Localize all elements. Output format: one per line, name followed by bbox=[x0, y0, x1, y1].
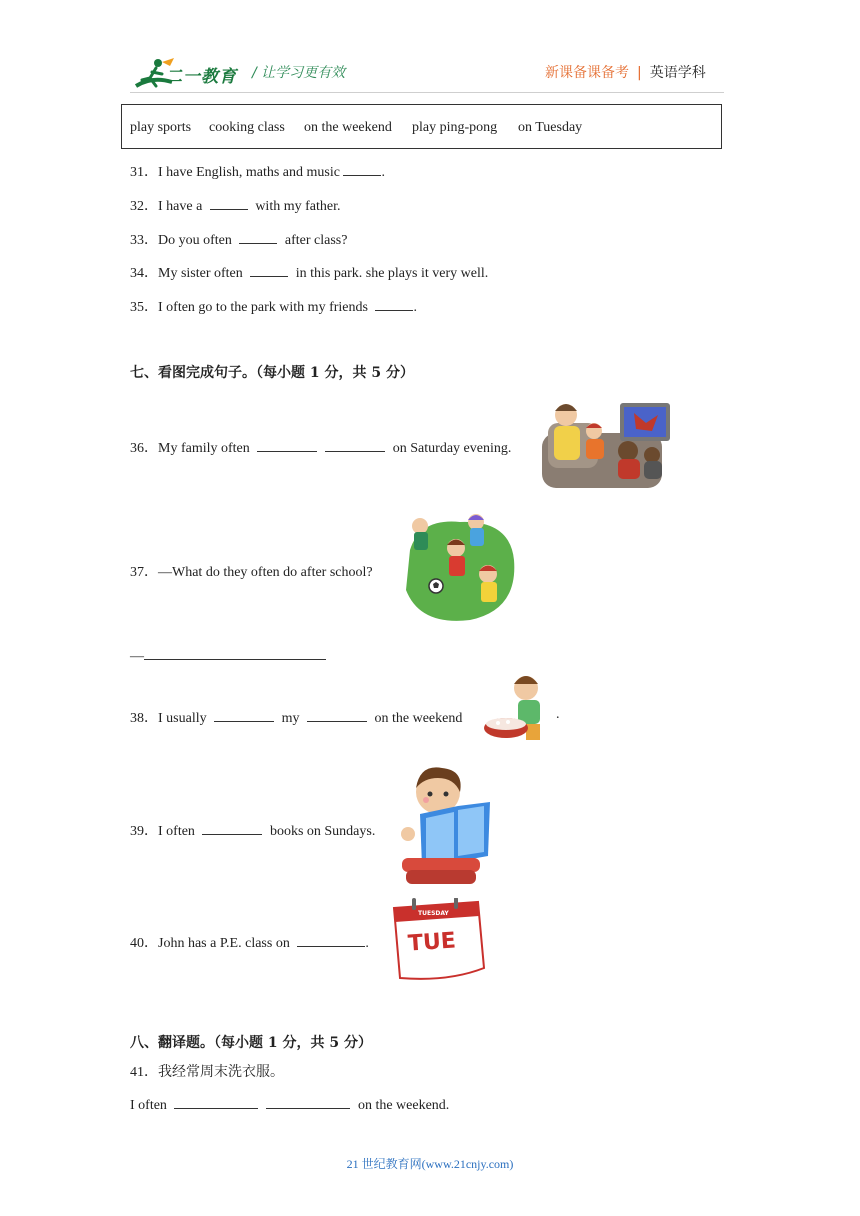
question-33 bbox=[130, 229, 347, 249]
question-text: with my father. bbox=[251, 199, 341, 214]
question-number: 37． bbox=[130, 565, 158, 580]
answer-blank[interactable] bbox=[325, 439, 385, 452]
kids-playing-football-illustration bbox=[400, 510, 518, 626]
answer-blank[interactable] bbox=[297, 934, 365, 947]
answer-blank[interactable] bbox=[250, 264, 288, 277]
calendar-day-header: TUESDAY bbox=[418, 910, 449, 917]
question-37 bbox=[130, 561, 373, 581]
question-number: 40． bbox=[130, 936, 158, 951]
answer-blank[interactable] bbox=[239, 231, 277, 244]
word-bank-box bbox=[121, 104, 722, 149]
answer-prefix: — bbox=[130, 649, 144, 664]
question-41-answer bbox=[130, 1096, 449, 1114]
question-text: I have a bbox=[158, 199, 206, 214]
question-text: . bbox=[381, 165, 385, 180]
header-separator: | bbox=[637, 65, 642, 81]
footer-source: 21 世纪教育网(www.21cnjy.com) bbox=[346, 1157, 514, 1171]
answer-blank[interactable] bbox=[214, 709, 274, 722]
question-text: John has a P.E. class on bbox=[158, 936, 294, 951]
question-number: 39． bbox=[130, 824, 158, 839]
question-text: my bbox=[278, 711, 303, 726]
section-7-title: 七、看图完成句子。（每小题 1 分，共 5 分） bbox=[130, 365, 414, 381]
question-text: —What do they often do after school? bbox=[158, 565, 373, 580]
question-number: 32． bbox=[130, 199, 158, 214]
calendar-day-text: TUE bbox=[407, 928, 457, 957]
header-right bbox=[545, 62, 706, 82]
calendar-illustration bbox=[388, 898, 486, 980]
question-38-end: . bbox=[556, 707, 560, 722]
question-text: I often go to the park with my friends bbox=[158, 300, 372, 315]
question-text: 我经常周末洗衣服。 bbox=[158, 1065, 284, 1080]
question-34 bbox=[130, 262, 488, 282]
question-text: on the weekend bbox=[371, 711, 463, 726]
logo-text: 二一教育 bbox=[165, 67, 237, 87]
question-38 bbox=[130, 707, 462, 727]
header-divider bbox=[130, 92, 724, 93]
question-text: on Saturday evening. bbox=[389, 441, 512, 456]
question-37-answer bbox=[130, 647, 326, 665]
answer-blank[interactable] bbox=[257, 439, 317, 452]
question-text: after class? bbox=[281, 233, 348, 248]
answer-blank[interactable] bbox=[307, 709, 367, 722]
question-text: . bbox=[365, 936, 369, 951]
section-8-title: 八、翻译题。（每小题 1 分，共 5 分） bbox=[130, 1035, 372, 1051]
question-31 bbox=[130, 161, 385, 181]
question-41-chinese bbox=[130, 1061, 284, 1081]
header-slogan: / 让学习更有效 bbox=[252, 65, 346, 81]
header-subject-label: 英语学科 bbox=[649, 65, 706, 81]
question-number: 35． bbox=[130, 300, 158, 315]
answer-blank[interactable] bbox=[343, 163, 381, 176]
answer-blank[interactable] bbox=[144, 647, 326, 660]
answer-blank[interactable] bbox=[375, 298, 413, 311]
word-bank-item: play sports bbox=[130, 120, 192, 135]
word-bank-item: play ping-pong bbox=[412, 120, 498, 135]
question-number: 31． bbox=[130, 165, 158, 180]
header-course-label: 新课备课备考 bbox=[545, 65, 629, 81]
boy-washing-clothes-illustration bbox=[482, 670, 556, 752]
question-35 bbox=[130, 296, 417, 316]
question-39 bbox=[130, 820, 375, 840]
question-text: in this park. she plays it very well. bbox=[292, 266, 489, 281]
question-text: My family often bbox=[158, 441, 254, 456]
answer-blank[interactable] bbox=[174, 1096, 258, 1109]
question-text: I have English, maths and music bbox=[158, 165, 344, 180]
word-bank-item: on the weekend bbox=[304, 120, 392, 135]
question-number: 34． bbox=[130, 266, 158, 281]
boy-reading-book-illustration bbox=[398, 762, 494, 890]
question-text: on the weekend. bbox=[354, 1098, 450, 1113]
question-40 bbox=[130, 932, 369, 952]
question-text: My sister often bbox=[158, 266, 247, 281]
question-text: I often bbox=[158, 824, 199, 839]
question-number: 36． bbox=[130, 441, 158, 456]
answer-blank[interactable] bbox=[266, 1096, 350, 1109]
question-text: I often bbox=[130, 1098, 171, 1113]
word-bank-item: on Tuesday bbox=[518, 120, 583, 135]
question-32 bbox=[130, 195, 340, 215]
question-text: books on Sundays. bbox=[266, 824, 376, 839]
word-bank-item: cooking class bbox=[209, 120, 285, 135]
question-text: I usually bbox=[158, 711, 211, 726]
answer-blank[interactable] bbox=[202, 822, 262, 835]
question-number: 33． bbox=[130, 233, 158, 248]
question-number: 41． bbox=[130, 1065, 158, 1080]
family-watching-tv-illustration bbox=[538, 393, 676, 493]
question-number: 38． bbox=[130, 711, 158, 726]
question-text: . bbox=[413, 300, 417, 315]
question-36 bbox=[130, 437, 511, 457]
answer-blank[interactable] bbox=[210, 197, 248, 210]
question-text: Do you often bbox=[158, 233, 236, 248]
